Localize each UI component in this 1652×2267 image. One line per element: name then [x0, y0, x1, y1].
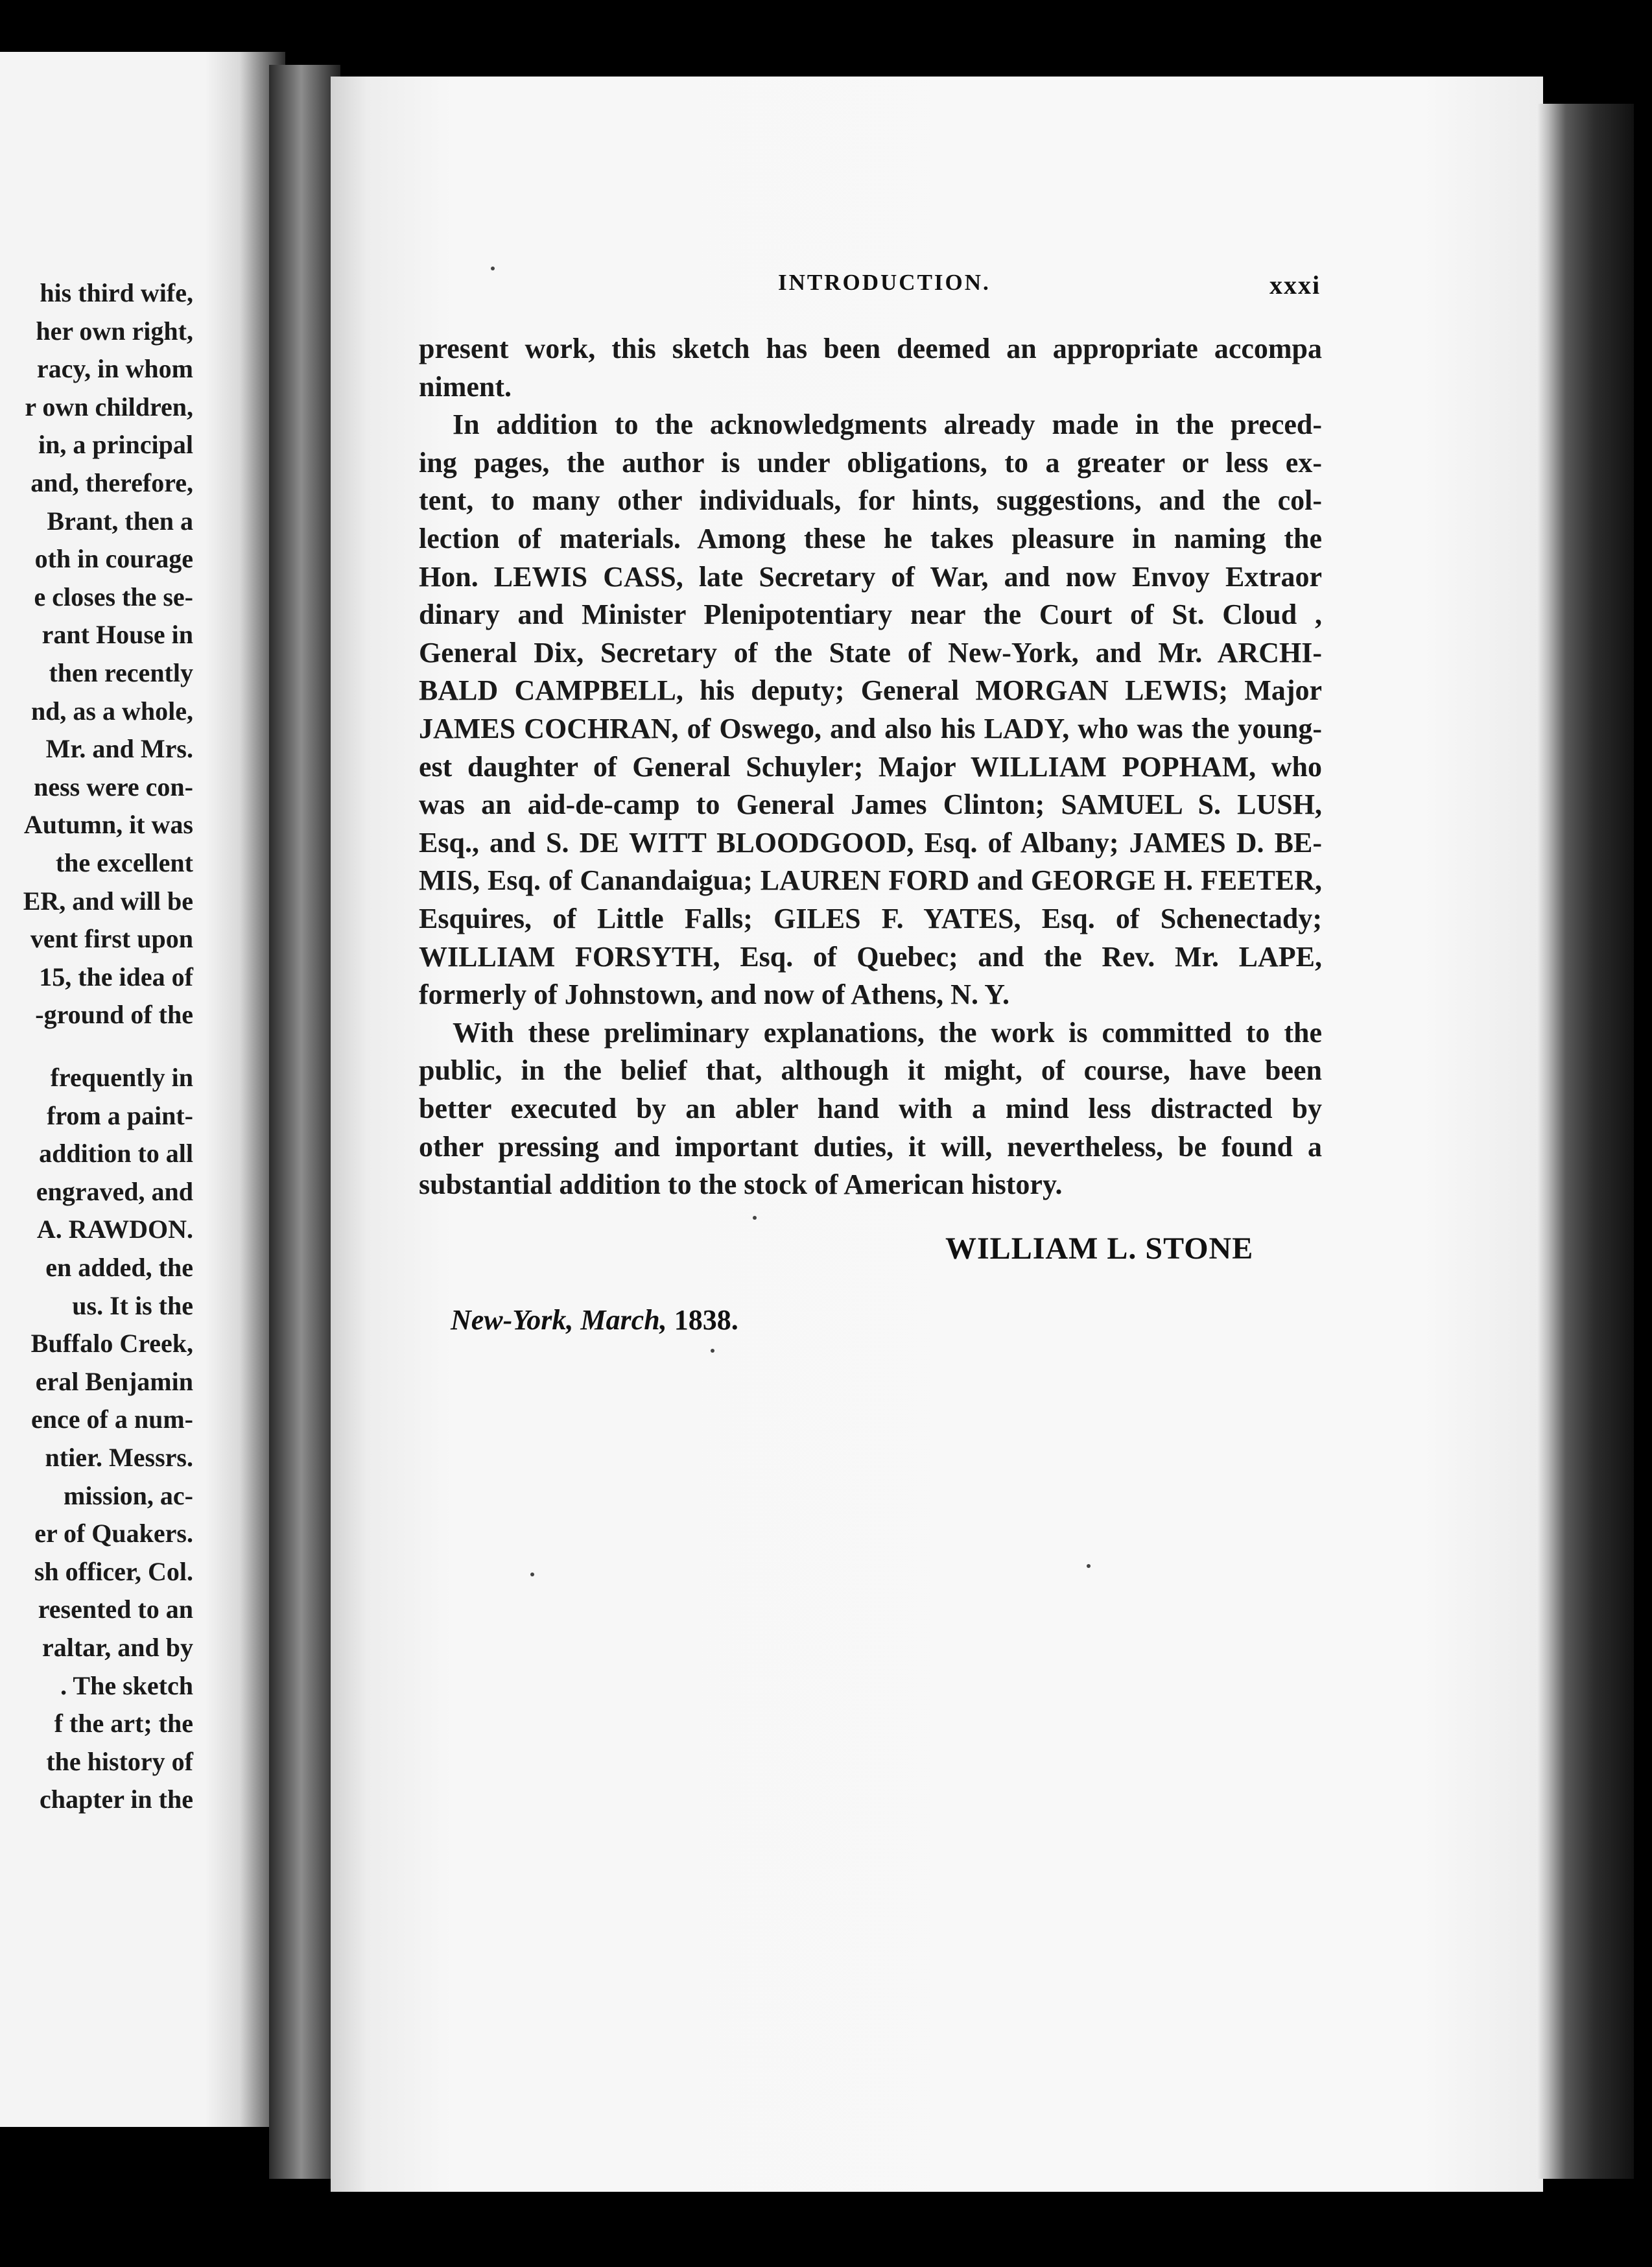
ink-speck [1087, 1564, 1091, 1568]
left-page-line: and, therefore, [30, 468, 193, 497]
left-page-line: raltar, and by [41, 1633, 193, 1662]
left-page-line: Buffalo Creek, [30, 1329, 193, 1359]
body-line: General Dix, Secretary of the State of New-York, and Mr. ARCHI- [419, 636, 1322, 669]
left-page-line: resented to an [38, 1595, 193, 1624]
left-page-line: mission, ac- [64, 1480, 193, 1510]
body-line: BALD CAMPBELL, his deputy; General MORGAN LEWIS; Major [419, 674, 1322, 707]
body-line: was an aid-de-camp to General James Clinton; SAMUEL S. LUSH, [419, 789, 1322, 821]
ink-speck [491, 267, 495, 270]
body-line: ing pages, the author is under obligations, to a greater or less ex- [419, 446, 1322, 479]
body-line: Esquires, of Little Falls; GILES F. YATES, Esq. of Schenectady; [419, 903, 1322, 934]
body-line: est daughter of General Schuyler; Major WILLIAM POPHAM, who [419, 750, 1322, 783]
left-page-line: ence of a num- [31, 1405, 193, 1434]
left-page-line: sh officer, Col. [34, 1556, 193, 1586]
left-page-line: f the art; the [54, 1709, 193, 1739]
body-line: lection of materials. Among these he takes pleasure in naming the [419, 523, 1322, 554]
left-page-line: us. It is the [72, 1290, 193, 1320]
body-line: tent, to many other individuals, for hints, suggestions, and the col- [419, 484, 1322, 517]
ink-speck [530, 1573, 534, 1576]
left-page-line: her own right, [36, 316, 193, 346]
left-page-line: engraved, and [36, 1176, 193, 1206]
left-page-line: addition to all [39, 1139, 193, 1169]
book-gutter [269, 65, 340, 2179]
left-page-line: eral Benjamin [35, 1366, 193, 1396]
left-page-line: Autumn, it was [23, 810, 193, 840]
left-page-line: chapter in the [39, 1785, 193, 1814]
left-page-line: nd, as a whole, [30, 696, 193, 726]
body-line: niment. [419, 370, 512, 403]
left-page-line: ness were con- [34, 772, 193, 801]
left-page-line: in, a principal [38, 430, 193, 460]
dateline [451, 1303, 738, 1336]
body-line: substantial addition to the stock of American history. [419, 1169, 1063, 1201]
body-line: other pressing and important duties, it will, nevertheless, be found a [419, 1130, 1322, 1163]
left-page-line: racy, in whom [36, 354, 193, 384]
body-line: Esq., and S. DE WITT BLOODGOOD, Esq. of Albany; JAMES D. BE- [419, 826, 1322, 859]
left-page-line: e closes the se- [34, 582, 193, 611]
left-page-line: frequently in [50, 1063, 193, 1092]
body-line: Hon. LEWIS CASS, late Secretary of War, and now Envoy Extraor [419, 560, 1322, 593]
page-number: xxxi [1269, 270, 1321, 300]
running-header-title: INTRODUCTION. [778, 270, 991, 295]
left-page-line: r own children, [25, 392, 193, 421]
left-page-line: en added, the [45, 1253, 193, 1282]
body-line: present work, this sketch has been deemed an appropriate accompa [419, 333, 1322, 364]
left-page-line: vent first upon [30, 924, 193, 954]
body-line: MIS, Esq. of Canandaigua; LAUREN FORD and GEORGE H. FEETER, [419, 864, 1322, 897]
left-page-line: the excellent [55, 848, 193, 877]
ink-speck [711, 1349, 714, 1353]
left-page-line: oth in courage [34, 544, 193, 574]
ink-speck [753, 1216, 757, 1220]
left-page-line: er of Quakers. [34, 1519, 193, 1549]
left-page-line: then recently [49, 658, 193, 687]
body-line: formerly of Johnstown, and now of Athens, N. Y. [419, 979, 1010, 1011]
body-line: WILLIAM FORSYTH, Esq. of Quebec; and the Rev. Mr. LAPE, [419, 940, 1322, 973]
body-line: With these preliminary explanations, the work is committed to the [453, 1016, 1322, 1049]
body-line: JAMES COCHRAN, of Oswego, and also his LADY, who was the young- [419, 713, 1322, 744]
left-page-line: the history of [46, 1746, 193, 1776]
left-page-line: 15, the idea of [39, 962, 193, 991]
dateline-year: 1838. [674, 1304, 738, 1336]
author-signature: WILLIAM L. STONE [945, 1231, 1254, 1266]
left-page-line: Brant, then a [47, 506, 193, 536]
left-page [0, 52, 285, 2127]
left-page-line: from a paint- [47, 1100, 193, 1130]
page-edge [1537, 104, 1634, 2179]
body-line: dinary and Minister Plenipotentiary near the Court of St. Cloud , [419, 599, 1322, 631]
left-page-line: rant House in [41, 620, 193, 650]
left-page-line: ER, and will be [23, 886, 193, 916]
left-page-line: his third wife, [40, 278, 193, 307]
left-page-line: A. RAWDON. [36, 1215, 193, 1244]
body-line: better executed by an abler hand with a mind less distracted by [419, 1093, 1322, 1124]
body-line: public, in the belief that, although it might, of course, have been [419, 1054, 1322, 1087]
dateline-place: New-York, March, [451, 1304, 667, 1336]
left-page-line: ntier. Messrs. [45, 1443, 193, 1472]
left-page-line: Mr. and Mrs. [45, 734, 193, 764]
left-page-line: . The sketch [60, 1670, 193, 1700]
body-line: In addition to the acknowledgments already made in the preced- [453, 409, 1322, 441]
left-page-line: -ground of the [35, 1000, 193, 1030]
